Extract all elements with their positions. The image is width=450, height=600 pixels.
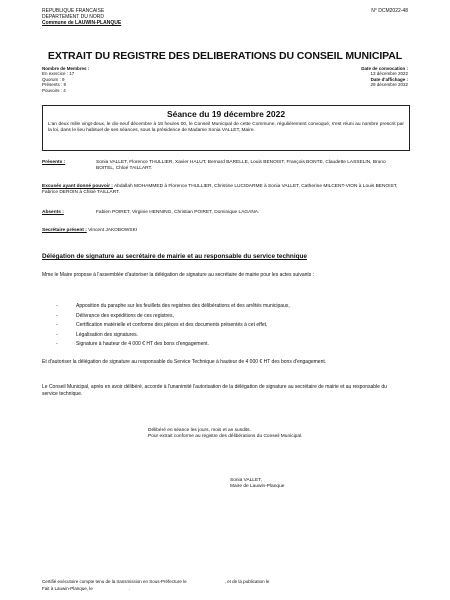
signature-role: Maire de Lauwin-Planque — [230, 484, 285, 490]
footer-line2b: . — [128, 586, 131, 591]
signoff-line1: Délibéré en séance les jours, mois et an susdits. — [148, 428, 251, 433]
counts-pouvoirs: Pouvoirs : 4 — [42, 87, 66, 93]
signoff-line2: Pour extrait conforme au registre des délibérations du Conseil Municipal. — [148, 434, 303, 440]
excuses-row — [42, 184, 404, 197]
secretaire-text: Vincent JAKOBOWSKI — [88, 228, 138, 233]
intro-paragraph: Mme le Maire propose à l'assemblée d'autoriser la délégation de signature au secrétaire de mairie pour les actes suivants : — [42, 272, 315, 278]
convocation-value: 13 décembre 2022 — [370, 71, 408, 77]
absents-row — [42, 210, 404, 216]
decision-paragraph: Le Conseil Municipal, après en avoir délibéré, accorde à l'unanimité l'autorisation de la délégation de signature au secrétaire de mairie et au responsable du service technique. — [42, 384, 387, 397]
counts-exercice: En exercice : 17 — [42, 71, 75, 77]
excuses-text: Abdallah MOHAMMED à Florence THULLIER, Christine LUCIDARME à Sonia VALLET, Catherine MILCENT-VION à Louis BENOIST, Fabrice DEROIN à Chloé TAILLART. — [42, 184, 398, 196]
seance-box — [42, 105, 410, 151]
convocation-label: Date de convocation : — [361, 66, 408, 71]
page-title: EXTRAIT DU REGISTRE DES DELIBERATIONS DU CONSEIL MUNICIPAL — [47, 50, 403, 62]
absents-label: Absents : — [42, 210, 64, 215]
counts-presents: Présents : 9 — [42, 82, 67, 88]
seance-title: Séance du 19 décembre 2022 — [166, 109, 286, 119]
footer-line1: Certifié exécutoire compte tenu de la transmission en Sous-Préfecture le — [42, 579, 187, 584]
header-department: DEPARTEMENT DU NORD — [42, 14, 104, 21]
secretaire-row — [42, 228, 404, 234]
footer-line1b: , et de la publication le — [224, 579, 270, 584]
list-item: - Légalisation des signatures. — [62, 331, 402, 341]
footer-line2: Fait à Lauwin-Planque, le — [42, 586, 93, 591]
list-item: - Signature à hauteur de 4 000 € HT des bons d'engagement. — [62, 340, 402, 350]
seance-text: L'an deux mille vingt-deux, le dix-neuf décembre à 18 heures 00, le Conseil Municipal de cette Commune, régulièrement convoqué, s'est réuni au nombre prescrit par la loi, dans le lieu habituel de ses séances, sous la présidence de Madame Sonia VALLET, Maire. — [48, 122, 404, 134]
affichage-value: 29 décembre 2022 — [370, 82, 408, 88]
secretaire-label: Secrétaire présent : — [42, 228, 87, 233]
member-counts — [42, 66, 89, 93]
signoff-block — [148, 428, 302, 441]
presents-label: Présents : — [42, 160, 66, 165]
affichage-label: Date d'affichage : — [370, 76, 408, 82]
footer — [42, 578, 269, 592]
presents-text: Sonia VALLET, Florence THULLIER, Xavier HALUT, Bernard BARELLE, Louis BENOIST, François BONTE, Claudette LASSELIN, Bruno BOITEL, Chloé TAILLART. — [96, 160, 386, 172]
section-title: Délégation de signature au secrétaire de mairie et au responsable du service technique — [42, 253, 307, 260]
header-block — [42, 8, 121, 27]
list-item: - Délivrance des expéditions de ces registres, — [62, 312, 402, 322]
dates-block — [361, 66, 408, 88]
signature-block — [230, 478, 284, 491]
delegation-list — [62, 302, 402, 350]
header-commune: Commune de LAUWIN-PLANQUE — [42, 20, 122, 27]
presents-row — [42, 160, 404, 173]
list-item: - Apposition du paraphe sur les feuillets des registres des délibérations et des arrêtés municipaux, — [62, 302, 402, 312]
technical-paragraph: Et d'autoriser la délégation de signature au responsable du Service Technique à hauteur de 4 000 € HT des bons d'engagement. — [42, 359, 327, 365]
counts-heading: Nombre de Membres : — [42, 66, 90, 71]
excuses-label: Excusés ayant donné pouvoir : — [42, 184, 113, 189]
list-item: - Certification matérielle et conforme des pièces et des documents présentés à cet effet, — [62, 321, 402, 331]
signature-name: Sonia VALLET, — [230, 478, 262, 483]
absents-text: Fabien POIRET, Virginie HENNING, Christian POIRET, Dominique LAGANA. — [96, 210, 260, 215]
counts-quorum: Quorum : 9 — [42, 76, 65, 82]
header-republic: REPUBLIQUE FRANCAISE — [42, 8, 105, 14]
deliberation-ref: N° DCM2022-48 — [371, 8, 408, 14]
